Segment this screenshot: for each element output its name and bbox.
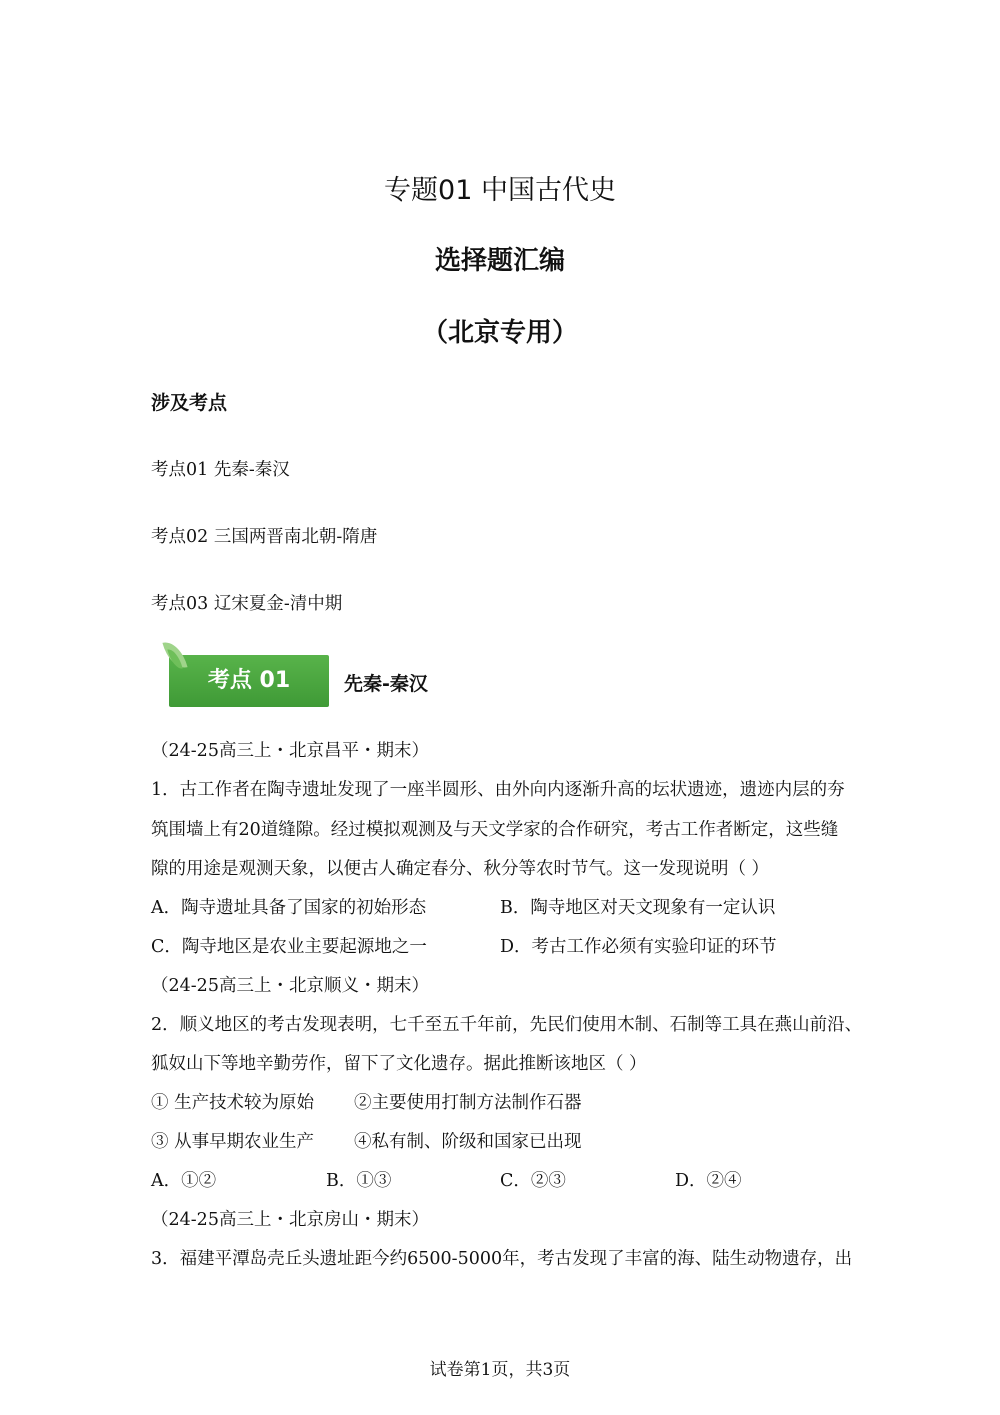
page-region-note: （北京专用） (421, 318, 578, 348)
q2-option-c: C．②③ (500, 1171, 566, 1191)
q1-option-a: A．陶寺遗址具备了国家的初始形态 (151, 898, 427, 918)
q1-option-c: C．陶寺地区是农业主要起源地之一 (151, 937, 427, 957)
q1-stem-line-2: 筑围墙上有20道缝隙。经过模拟观测及与天文学家的合作研究，考古工作者断定，这些缝 (151, 820, 839, 840)
section-badge (166, 640, 329, 708)
q1-stem-line-1: 1．古工作者在陶寺遗址发现了一座半圆形、由外向内逐渐升高的坛状遗迹，遗迹内层的夯 (151, 780, 845, 800)
q1-stem-line-3: 隙的用途是观测天象，以便古人确定春分、秋分等农时节气。这一发现说明（ ） (151, 859, 770, 879)
page-subtitle: 选择题汇编 (434, 246, 565, 276)
point-item-03: 考点03 辽宋夏金-清中期 (151, 594, 343, 614)
q2-option-d: D．②④ (675, 1171, 742, 1191)
q2-stem-line-2: 狐奴山下等地辛勤劳作，留下了文化遗存。据此推断该地区（ ） (151, 1054, 647, 1074)
section-title: 先秦-秦汉 (344, 673, 428, 695)
badge-label: 考点 01 (207, 668, 291, 693)
q3-source: （24-25高三上・北京房山・期末） (151, 1210, 429, 1230)
q1-option-d: D．考古工作必须有实验印证的环节 (500, 937, 777, 957)
point-item-01: 考点01 先秦-秦汉 (151, 460, 290, 480)
q1-option-b: B．陶寺地区对天文现象有一定认识 (500, 898, 776, 918)
q3-stem-line-1: 3．福建平潭岛壳丘头遗址距今约6500-5000年，考古发现了丰富的海、陆生动物遗存，出 (151, 1249, 853, 1269)
points-heading: 涉及考点 (151, 392, 228, 414)
q2-statement-4: ④私有制、阶级和国家已出现 (354, 1132, 582, 1152)
point-item-02: 考点02 三国两晋南北朝-隋唐 (151, 527, 378, 547)
q1-source: （24-25高三上・北京昌平・期末） (151, 741, 429, 761)
q2-stem-line-1: 2．顺义地区的考古发现表明，七千至五千年前，先民们使用木制、石制等工具在燕山前沿、 (151, 1015, 863, 1035)
page-title: 专题01 中国古代史 (384, 175, 616, 206)
q2-option-b: B．①③ (326, 1171, 392, 1191)
page-footer: 试卷第1页，共3页 (429, 1360, 571, 1380)
q2-statement-1: ① 生产技术较为原始 (151, 1093, 315, 1113)
q2-statement-2: ②主要使用打制方法制作石器 (354, 1093, 582, 1113)
q2-statement-3: ③ 从事早期农业生产 (151, 1132, 315, 1152)
q2-source: （24-25高三上・北京顺义・期末） (151, 976, 429, 996)
q2-option-a: A．①② (151, 1171, 217, 1191)
